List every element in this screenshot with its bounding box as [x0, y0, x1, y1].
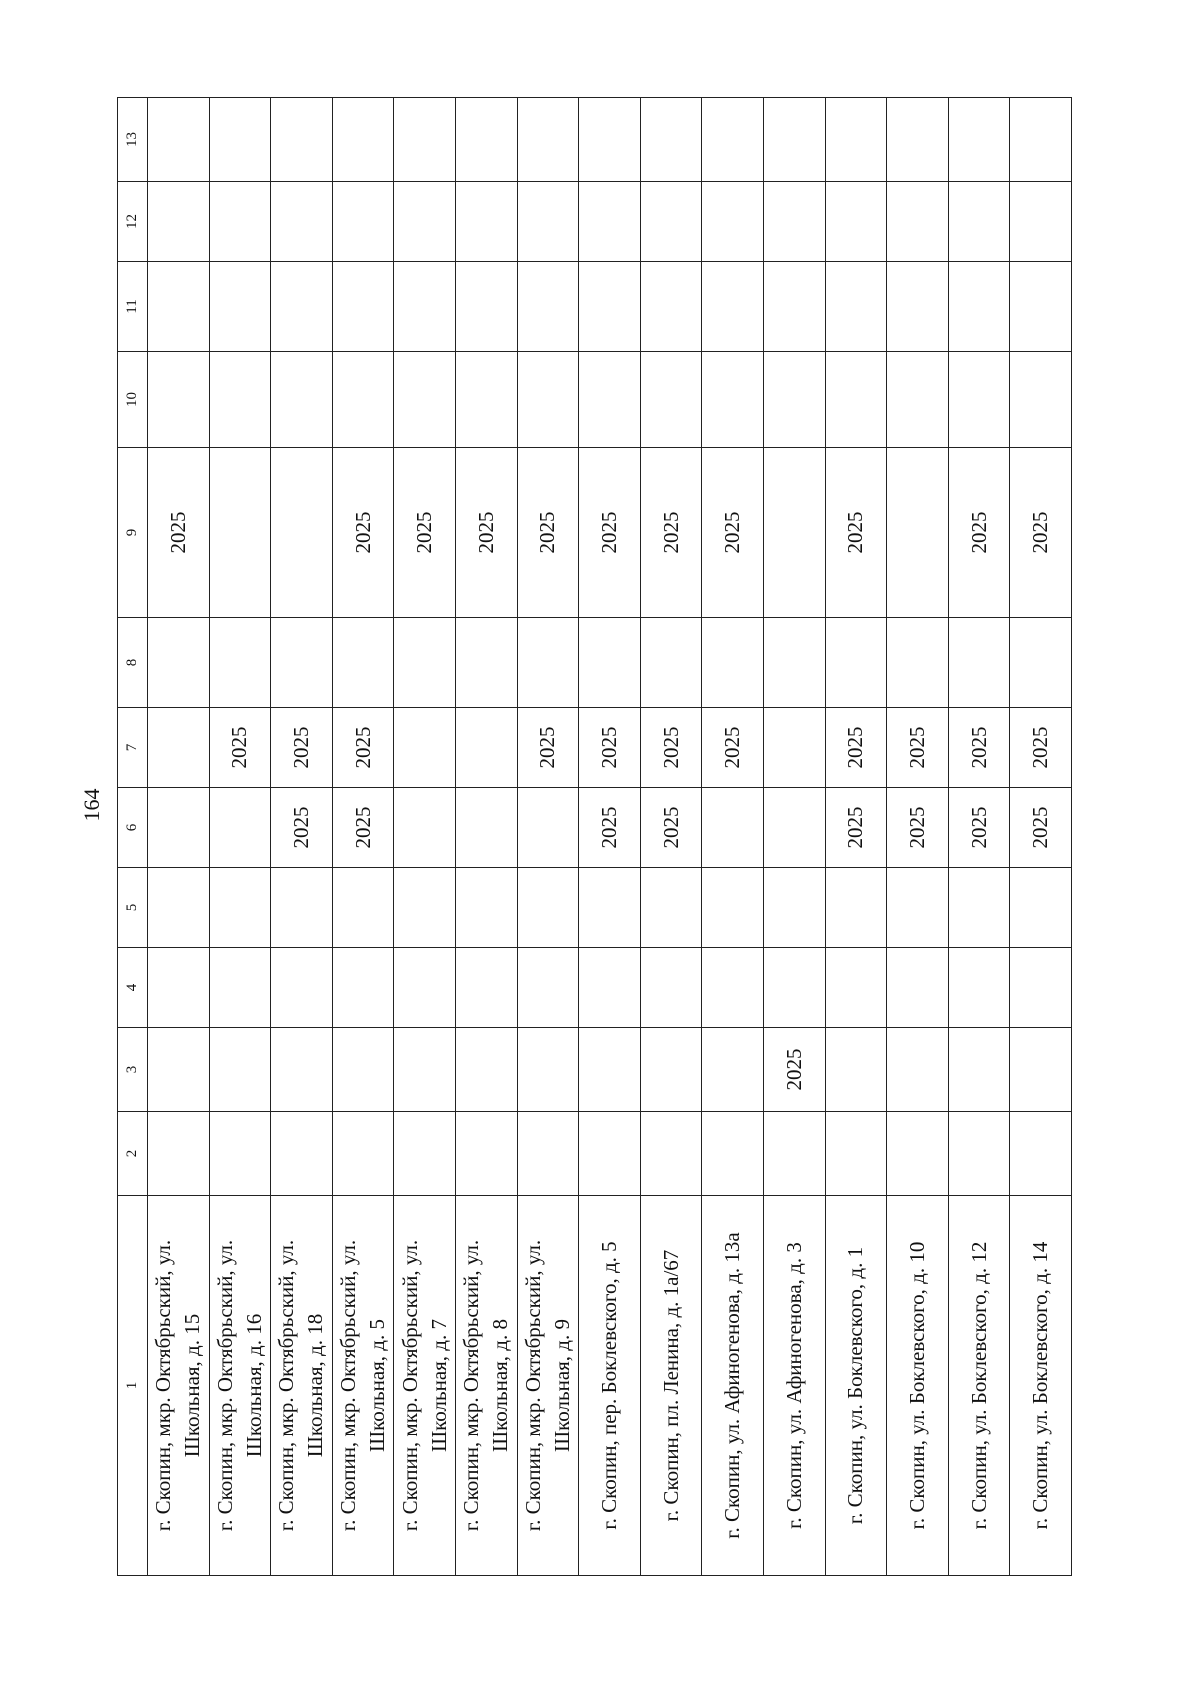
column-header-5: 5	[118, 868, 148, 948]
year-cell-col-2	[148, 1112, 210, 1196]
year-cell-col-11	[579, 262, 641, 352]
year-cell-col-4	[271, 948, 333, 1028]
year-cell-col-4	[209, 948, 271, 1028]
year-cell-col-9	[271, 448, 333, 618]
year-cell-col-4	[887, 948, 949, 1028]
year-cell-col-6	[517, 788, 579, 868]
year-cell-col-8	[209, 618, 271, 708]
year-cell-col-5	[887, 868, 949, 948]
year-cell-col-12	[825, 182, 887, 262]
year-cell-col-6	[702, 788, 764, 868]
year-cell-col-5	[825, 868, 887, 948]
year-cell-col-11	[271, 262, 333, 352]
year-cell-col-11	[702, 262, 764, 352]
year-cell-col-9: 2025	[394, 448, 456, 618]
year-cell-col-2	[332, 1112, 394, 1196]
table-body	[148, 98, 1072, 1576]
table-row	[455, 98, 517, 1576]
year-cell-col-12	[579, 182, 641, 262]
year-cell-col-8	[887, 618, 949, 708]
year-cell-col-11	[763, 262, 825, 352]
year-cell-col-9	[763, 448, 825, 618]
year-cell-col-12	[271, 182, 333, 262]
column-header-3: 3	[118, 1028, 148, 1112]
year-cell-col-13	[148, 98, 210, 182]
year-cell-col-4	[517, 948, 579, 1028]
year-cell-col-9: 2025	[640, 448, 702, 618]
year-cell-col-6: 2025	[579, 788, 641, 868]
year-cell-col-10	[763, 352, 825, 448]
year-cell-col-7: 2025	[825, 708, 887, 788]
year-cell-col-5	[209, 868, 271, 948]
address-cell: г. Скопин, мкр. Октябрьский, ул. Школьная, д. 9	[517, 1196, 579, 1576]
address-cell: г. Скопин, ул. Афиногенова, д. 3	[763, 1196, 825, 1576]
year-cell-col-2	[579, 1112, 641, 1196]
year-cell-col-7: 2025	[1010, 708, 1072, 788]
year-cell-col-13	[640, 98, 702, 182]
year-cell-col-7	[455, 708, 517, 788]
address-cell: г. Скопин, пл. Ленина, д. 1а/67	[640, 1196, 702, 1576]
year-cell-col-4	[763, 948, 825, 1028]
column-header-8: 8	[118, 618, 148, 708]
table-row	[948, 98, 1010, 1576]
year-cell-col-10	[1010, 352, 1072, 448]
year-cell-col-5	[148, 868, 210, 948]
column-header-11: 11	[118, 262, 148, 352]
year-cell-col-10	[517, 352, 579, 448]
year-cell-col-12	[148, 182, 210, 262]
year-cell-col-9: 2025	[517, 448, 579, 618]
table-row	[517, 98, 579, 1576]
address-cell: г. Скопин, ул. Боклевского, д. 12	[948, 1196, 1010, 1576]
year-cell-col-5	[579, 868, 641, 948]
year-cell-col-11	[825, 262, 887, 352]
year-cell-col-3	[271, 1028, 333, 1112]
year-cell-col-7: 2025	[887, 708, 949, 788]
year-cell-col-8	[271, 618, 333, 708]
year-cell-col-5	[332, 868, 394, 948]
year-cell-col-9: 2025	[825, 448, 887, 618]
year-cell-col-12	[332, 182, 394, 262]
year-cell-col-3	[702, 1028, 764, 1112]
year-cell-col-10	[579, 352, 641, 448]
year-cell-col-7	[763, 708, 825, 788]
year-cell-col-3	[887, 1028, 949, 1112]
column-header-6: 6	[118, 788, 148, 868]
year-cell-col-5	[763, 868, 825, 948]
year-cell-col-2	[517, 1112, 579, 1196]
year-cell-col-10	[332, 352, 394, 448]
year-cell-col-2	[1010, 1112, 1072, 1196]
year-cell-col-10	[394, 352, 456, 448]
year-cell-col-8	[1010, 618, 1072, 708]
year-cell-col-3	[455, 1028, 517, 1112]
year-cell-col-9: 2025	[455, 448, 517, 618]
year-cell-col-13	[702, 98, 764, 182]
year-cell-col-3	[948, 1028, 1010, 1112]
year-cell-col-4	[394, 948, 456, 1028]
year-cell-col-11	[517, 262, 579, 352]
year-cell-col-8	[763, 618, 825, 708]
year-cell-col-3: 2025	[763, 1028, 825, 1112]
column-header-4: 4	[118, 948, 148, 1028]
year-cell-col-12	[394, 182, 456, 262]
year-cell-col-11	[948, 262, 1010, 352]
year-cell-col-5	[517, 868, 579, 948]
year-cell-col-10	[209, 352, 271, 448]
address-cell: г. Скопин, мкр. Октябрьский, ул. Школьная, д. 16	[209, 1196, 271, 1576]
year-cell-col-3	[209, 1028, 271, 1112]
year-cell-col-9	[209, 448, 271, 618]
year-cell-col-13	[517, 98, 579, 182]
table-row	[271, 98, 333, 1576]
table-row	[640, 98, 702, 1576]
address-cell: г. Скопин, пер. Боклевского, д. 5	[579, 1196, 641, 1576]
year-cell-col-4	[702, 948, 764, 1028]
table-row	[702, 98, 764, 1576]
year-cell-col-13	[887, 98, 949, 182]
column-header-12: 12	[118, 182, 148, 262]
address-cell: г. Скопин, мкр. Октябрьский, ул. Школьная, д. 18	[271, 1196, 333, 1576]
year-cell-col-7: 2025	[702, 708, 764, 788]
year-cell-col-6	[148, 788, 210, 868]
year-cell-col-10	[702, 352, 764, 448]
year-cell-col-12	[209, 182, 271, 262]
year-cell-col-2	[394, 1112, 456, 1196]
year-cell-col-6: 2025	[332, 788, 394, 868]
year-cell-col-7	[394, 708, 456, 788]
column-header-9: 9	[118, 448, 148, 618]
year-cell-col-6: 2025	[825, 788, 887, 868]
address-cell: г. Скопин, мкр. Октябрьский, ул. Школьная, д. 7	[394, 1196, 456, 1576]
year-cell-col-6: 2025	[887, 788, 949, 868]
column-header-1: 1	[118, 1196, 148, 1576]
year-cell-col-10	[148, 352, 210, 448]
year-cell-col-6: 2025	[948, 788, 1010, 868]
table-row	[209, 98, 271, 1576]
table-row	[887, 98, 949, 1576]
year-cell-col-9: 2025	[1010, 448, 1072, 618]
year-cell-col-12	[887, 182, 949, 262]
year-cell-col-11	[394, 262, 456, 352]
schedule-table	[117, 97, 1072, 1576]
page-number: 164	[79, 788, 104, 822]
year-cell-col-6	[455, 788, 517, 868]
year-cell-col-6	[209, 788, 271, 868]
year-cell-col-13	[271, 98, 333, 182]
year-cell-col-11	[640, 262, 702, 352]
year-cell-col-13	[825, 98, 887, 182]
year-cell-col-5	[271, 868, 333, 948]
year-cell-col-2	[763, 1112, 825, 1196]
year-cell-col-12	[640, 182, 702, 262]
year-cell-col-6: 2025	[640, 788, 702, 868]
year-cell-col-13	[332, 98, 394, 182]
year-cell-col-8	[579, 618, 641, 708]
year-cell-col-9: 2025	[148, 448, 210, 618]
year-cell-col-5	[1010, 868, 1072, 948]
year-cell-col-12	[702, 182, 764, 262]
year-cell-col-4	[1010, 948, 1072, 1028]
year-cell-col-7	[148, 708, 210, 788]
year-cell-col-2	[948, 1112, 1010, 1196]
column-header-2: 2	[118, 1112, 148, 1196]
year-cell-col-10	[640, 352, 702, 448]
year-cell-col-13	[209, 98, 271, 182]
table-row	[148, 98, 210, 1576]
year-cell-col-9	[887, 448, 949, 618]
year-cell-col-4	[948, 948, 1010, 1028]
year-cell-col-10	[455, 352, 517, 448]
year-cell-col-8	[394, 618, 456, 708]
year-cell-col-2	[271, 1112, 333, 1196]
year-cell-col-2	[702, 1112, 764, 1196]
year-cell-col-7: 2025	[948, 708, 1010, 788]
address-cell: г. Скопин, мкр. Октябрьский, ул. Школьная, д. 5	[332, 1196, 394, 1576]
year-cell-col-4	[148, 948, 210, 1028]
year-cell-col-7: 2025	[332, 708, 394, 788]
year-cell-col-5	[948, 868, 1010, 948]
year-cell-col-12	[1010, 182, 1072, 262]
year-cell-col-7: 2025	[640, 708, 702, 788]
year-cell-col-4	[825, 948, 887, 1028]
year-cell-col-2	[887, 1112, 949, 1196]
year-cell-col-8	[148, 618, 210, 708]
year-cell-col-6	[394, 788, 456, 868]
year-cell-col-11	[455, 262, 517, 352]
table-row	[579, 98, 641, 1576]
table-row	[763, 98, 825, 1576]
year-cell-col-13	[1010, 98, 1072, 182]
year-cell-col-8	[455, 618, 517, 708]
year-cell-col-12	[948, 182, 1010, 262]
year-cell-col-11	[1010, 262, 1072, 352]
year-cell-col-12	[763, 182, 825, 262]
table-row	[394, 98, 456, 1576]
year-cell-col-3	[332, 1028, 394, 1112]
year-cell-col-3	[394, 1028, 456, 1112]
address-cell: г. Скопин, мкр. Октябрьский, ул. Школьная, д. 15	[148, 1196, 210, 1576]
year-cell-col-2	[640, 1112, 702, 1196]
year-cell-col-4	[579, 948, 641, 1028]
year-cell-col-8	[640, 618, 702, 708]
rotated-table-frame	[117, 98, 1072, 1576]
year-cell-col-12	[517, 182, 579, 262]
column-header-10: 10	[118, 352, 148, 448]
year-cell-col-4	[640, 948, 702, 1028]
year-cell-col-7: 2025	[579, 708, 641, 788]
column-header-13: 13	[118, 98, 148, 182]
year-cell-col-8	[517, 618, 579, 708]
year-cell-col-2	[209, 1112, 271, 1196]
table-row	[1010, 98, 1072, 1576]
table-row	[825, 98, 887, 1576]
year-cell-col-5	[394, 868, 456, 948]
address-cell: г. Скопин, ул. Боклевского, д. 14	[1010, 1196, 1072, 1576]
year-cell-col-11	[887, 262, 949, 352]
year-cell-col-2	[455, 1112, 517, 1196]
year-cell-col-6: 2025	[1010, 788, 1072, 868]
year-cell-col-13	[948, 98, 1010, 182]
year-cell-col-5	[455, 868, 517, 948]
year-cell-col-9: 2025	[332, 448, 394, 618]
year-cell-col-13	[579, 98, 641, 182]
year-cell-col-3	[148, 1028, 210, 1112]
year-cell-col-4	[455, 948, 517, 1028]
year-cell-col-7: 2025	[271, 708, 333, 788]
year-cell-col-8	[948, 618, 1010, 708]
year-cell-col-8	[332, 618, 394, 708]
year-cell-col-9: 2025	[579, 448, 641, 618]
table-container	[117, 98, 1072, 1576]
year-cell-col-3	[825, 1028, 887, 1112]
year-cell-col-11	[148, 262, 210, 352]
year-cell-col-13	[455, 98, 517, 182]
address-cell: г. Скопин, мкр. Октябрьский, ул. Школьная, д. 8	[455, 1196, 517, 1576]
table-row	[332, 98, 394, 1576]
year-cell-col-10	[271, 352, 333, 448]
year-cell-col-8	[702, 618, 764, 708]
year-cell-col-3	[517, 1028, 579, 1112]
year-cell-col-12	[455, 182, 517, 262]
year-cell-col-3	[579, 1028, 641, 1112]
year-cell-col-2	[825, 1112, 887, 1196]
year-cell-col-13	[763, 98, 825, 182]
column-header-7: 7	[118, 708, 148, 788]
year-cell-col-5	[702, 868, 764, 948]
year-cell-col-11	[209, 262, 271, 352]
year-cell-col-10	[948, 352, 1010, 448]
year-cell-col-3	[640, 1028, 702, 1112]
year-cell-col-8	[825, 618, 887, 708]
year-cell-col-7: 2025	[209, 708, 271, 788]
address-cell: г. Скопин, ул. Афиногенова, д. 13а	[702, 1196, 764, 1576]
year-cell-col-4	[332, 948, 394, 1028]
year-cell-col-13	[394, 98, 456, 182]
table-header-row	[118, 98, 148, 1576]
year-cell-col-6	[763, 788, 825, 868]
year-cell-col-9: 2025	[702, 448, 764, 618]
year-cell-col-10	[825, 352, 887, 448]
address-cell: г. Скопин, ул. Боклевского, д. 1	[825, 1196, 887, 1576]
year-cell-col-6: 2025	[271, 788, 333, 868]
address-cell: г. Скопин, ул. Боклевского, д. 10	[887, 1196, 949, 1576]
year-cell-col-5	[640, 868, 702, 948]
year-cell-col-3	[1010, 1028, 1072, 1112]
year-cell-col-9: 2025	[948, 448, 1010, 618]
year-cell-col-7: 2025	[517, 708, 579, 788]
year-cell-col-10	[887, 352, 949, 448]
year-cell-col-11	[332, 262, 394, 352]
